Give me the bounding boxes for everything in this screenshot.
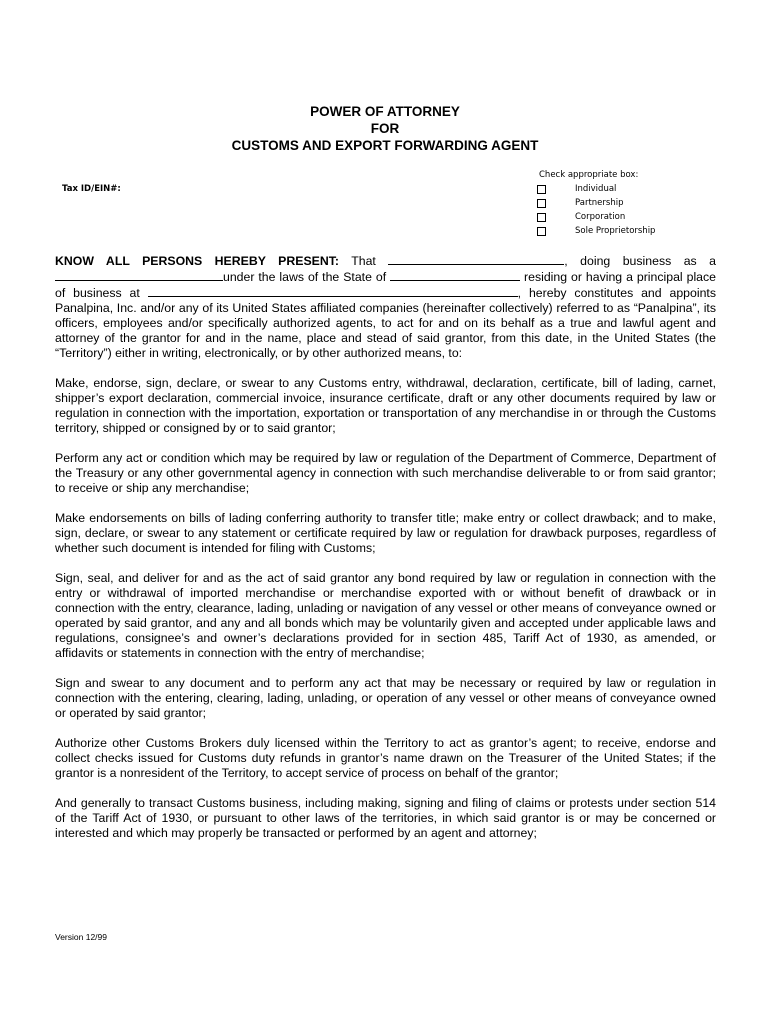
checkbox-corporation[interactable] [537, 213, 546, 222]
document-title [0, 103, 770, 154]
checkbox-individual[interactable] [537, 185, 546, 194]
checkbox-partnership[interactable] [537, 199, 546, 208]
checkbox-header: Check appropriate box: [539, 170, 639, 180]
title-line-1: POWER OF ATTORNEY [310, 104, 460, 119]
address-blank[interactable] [148, 285, 518, 297]
version-footer: Version 12/99 [55, 932, 107, 942]
intro-text-2: , doing business as a [564, 254, 717, 268]
business-type-blank[interactable] [55, 269, 223, 281]
authority-paragraph-7: And generally to transact Customs business, including making, signing and filing of claims or protests under section 514 of the Tariff Act of 1930, or pursuant to other laws of the territories, in which said grantor is or may be concerned or interested and which may properly be transacted or performed by an agent and attorney; [55, 796, 716, 840]
authority-paragraph-6: Authorize other Customs Brokers duly licensed within the Territory to act as grantor’s agent; to receive, endorse and collect checks issued for Customs duty refunds in grantor’s name drawn on the Treasurer of the United States; if the grantor is a nonresident of the Territory, to accept service of process on behalf of the grantor; [55, 736, 716, 780]
authority-paragraph-2: Perform any act or condition which may be required by law or regulation of the Department of Commerce, Department of the Treasury or any other governmental agency in connection with such merchandise deliverable to or from said grantor; to receive or ship any merchandise; [55, 451, 716, 495]
intro-text-3: under the laws of the State of [223, 270, 387, 284]
intro-text-1: That [351, 254, 376, 268]
authority-paragraph-4: Sign, seal, and deliver for and as the act of said grantor any bond required by law or regulation in connection with the entry or withdrawal of imported merchandise or merchandise exported with or without benefit of drawback or in connection with the entry, clearance, lading, unlading or navigation of any vessel or other means of conveyance owned or operated by said grantor, and any and all bonds which may be voluntarily given and accepted under applicable laws and regulations, consignee’s and owner’s declarations provided for in section 485, Tariff Act of 1930, as amended, or affidavits or statements in connection with the entry of merchandise; [55, 571, 716, 660]
checkbox-label-sole-proprietorship: Sole Proprietorship [575, 226, 656, 236]
intro-text-5: , hereby constitutes and appoints Panalpina, Inc. and/or any of its United States affiliated companies (hereinafter collectively) referred to as “Panalpina”, its officers, employees and/or specifically authorized agents, to act for and on its behalf as a true and lawful agent and attorney of the grantor for and in the name, place and stead of said grantor, from this date, in the United States (the “Territory”) either in writing, electronically, or by other authorized means, to: [55, 286, 716, 360]
intro-text-4: residing or having a principal place of business at [55, 270, 717, 300]
authority-paragraph-3: Make endorsements on bills of lading conferring authority to transfer title; make entry or collect drawback; and to make, sign, declare, or swear to any statement or certificate required by law or regulation for drawback purposes, regardless of whether such document is intended for filing with Customs; [55, 511, 716, 555]
checkbox-sole-proprietorship[interactable] [537, 227, 546, 236]
document-body [55, 253, 716, 856]
tax-id-label: Tax ID/EIN#: [62, 184, 121, 194]
intro-paragraph [55, 253, 716, 361]
authority-paragraph-5: Sign and swear to any document and to perform any act that may be necessary or required by law or regulation in connection with the entering, clearing, lading, unlading, or operation of any vessel or other means of conveyance owned or operated by said grantor; [55, 676, 716, 720]
state-blank[interactable] [390, 269, 520, 281]
title-line-3: CUSTOMS AND EXPORT FORWARDING AGENT [231, 138, 539, 153]
checkbox-label-corporation: Corporation [575, 212, 626, 222]
grantor-name-blank[interactable] [388, 253, 564, 265]
intro-heading: KNOW ALL PERSONS HEREBY PRESENT: [55, 254, 339, 268]
title-line-2: FOR [370, 121, 400, 136]
checkbox-label-individual: Individual [575, 184, 617, 194]
authority-paragraph-1: Make, endorse, sign, declare, or swear to any Customs entry, withdrawal, declaration, certificate, bill of lading, carnet, shipper’s export declaration, commercial invoice, insurance certificate, draft or any other documents required by law or regulation in connection with the importation, exportation or transportation of any merchandise in or through the Customs territory, shipped or consigned by or to said grantor; [55, 376, 716, 435]
checkbox-label-partnership: Partnership [575, 198, 624, 208]
